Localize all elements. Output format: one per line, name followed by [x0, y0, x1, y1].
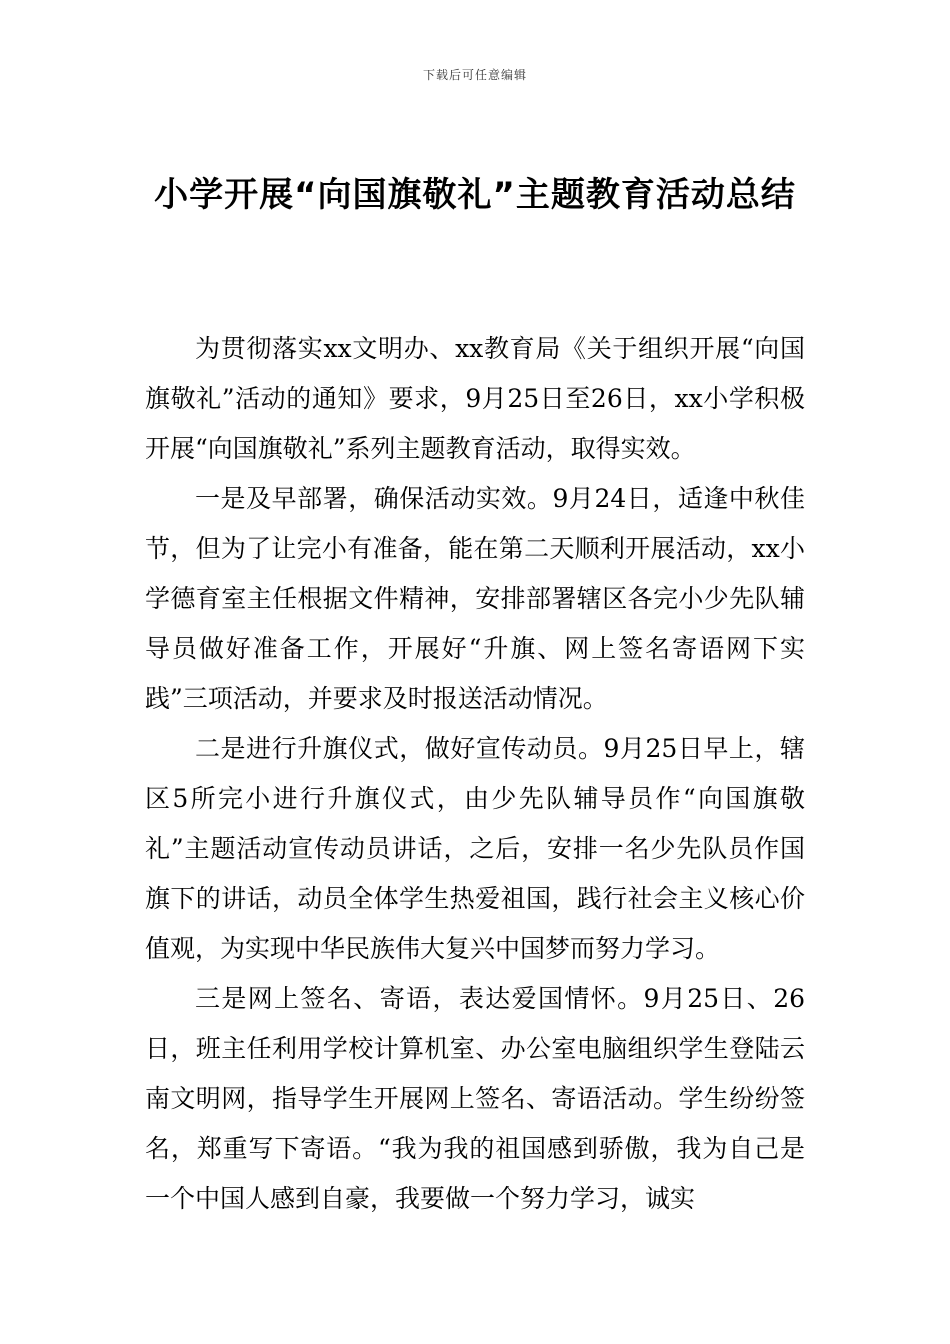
document-body — [145, 324, 805, 1224]
document-title: 小学开展“向国旗敬礼”主题教育活动总结 — [154, 175, 796, 215]
paragraph-intro: 为贯彻落实xx文明办、xx教育局《关于组织开展“向国旗敬礼”活动的通知》要求，9月25日至26日，xx小学积极开展“向国旗敬礼”系列主题教育活动，取得实效。 — [145, 334, 805, 463]
paragraph-deployment: 一是及早部署，确保活动实效。9月24日，适逢中秋佳节，但为了让完小有准备，能在第二天顺利开展活动，xx小学德育室主任根据文件精神，安排部署辖区各完小少先队辅导员做好准备工作，开展好“升旗、网上签名寄语网下实践”三项活动，并要求及时报送活动情况。 — [145, 484, 805, 713]
header-note: 下载后可任意编辑 — [422, 68, 527, 82]
paragraph-flag-ceremony: 二是进行升旗仪式，做好宣传动员。9月25日早上，辖区5所完小进行升旗仪式，由少先队辅导员作“向国旗敬礼”主题活动宣传动员讲话，之后，安排一名少先队员作国旗下的讲话，动员全体学生热爱祖国，践行社会主义核心价值观，为实现中华民族伟大复兴中国梦而努力学习。 — [145, 734, 805, 963]
paragraph-online-signing: 三是网上签名、寄语，表达爱国情怀。9月25日、26日，班主任利用学校计算机室、办公室电脑组织学生登陆云南文明网，指导学生开展网上签名、寄语活动。学生纷纷签名，郑重写下寄语。“我为我的祖国感到骄傲，我为自己是一个中国人感到自豪，我要做一个努力学习，诚实 — [145, 984, 805, 1213]
